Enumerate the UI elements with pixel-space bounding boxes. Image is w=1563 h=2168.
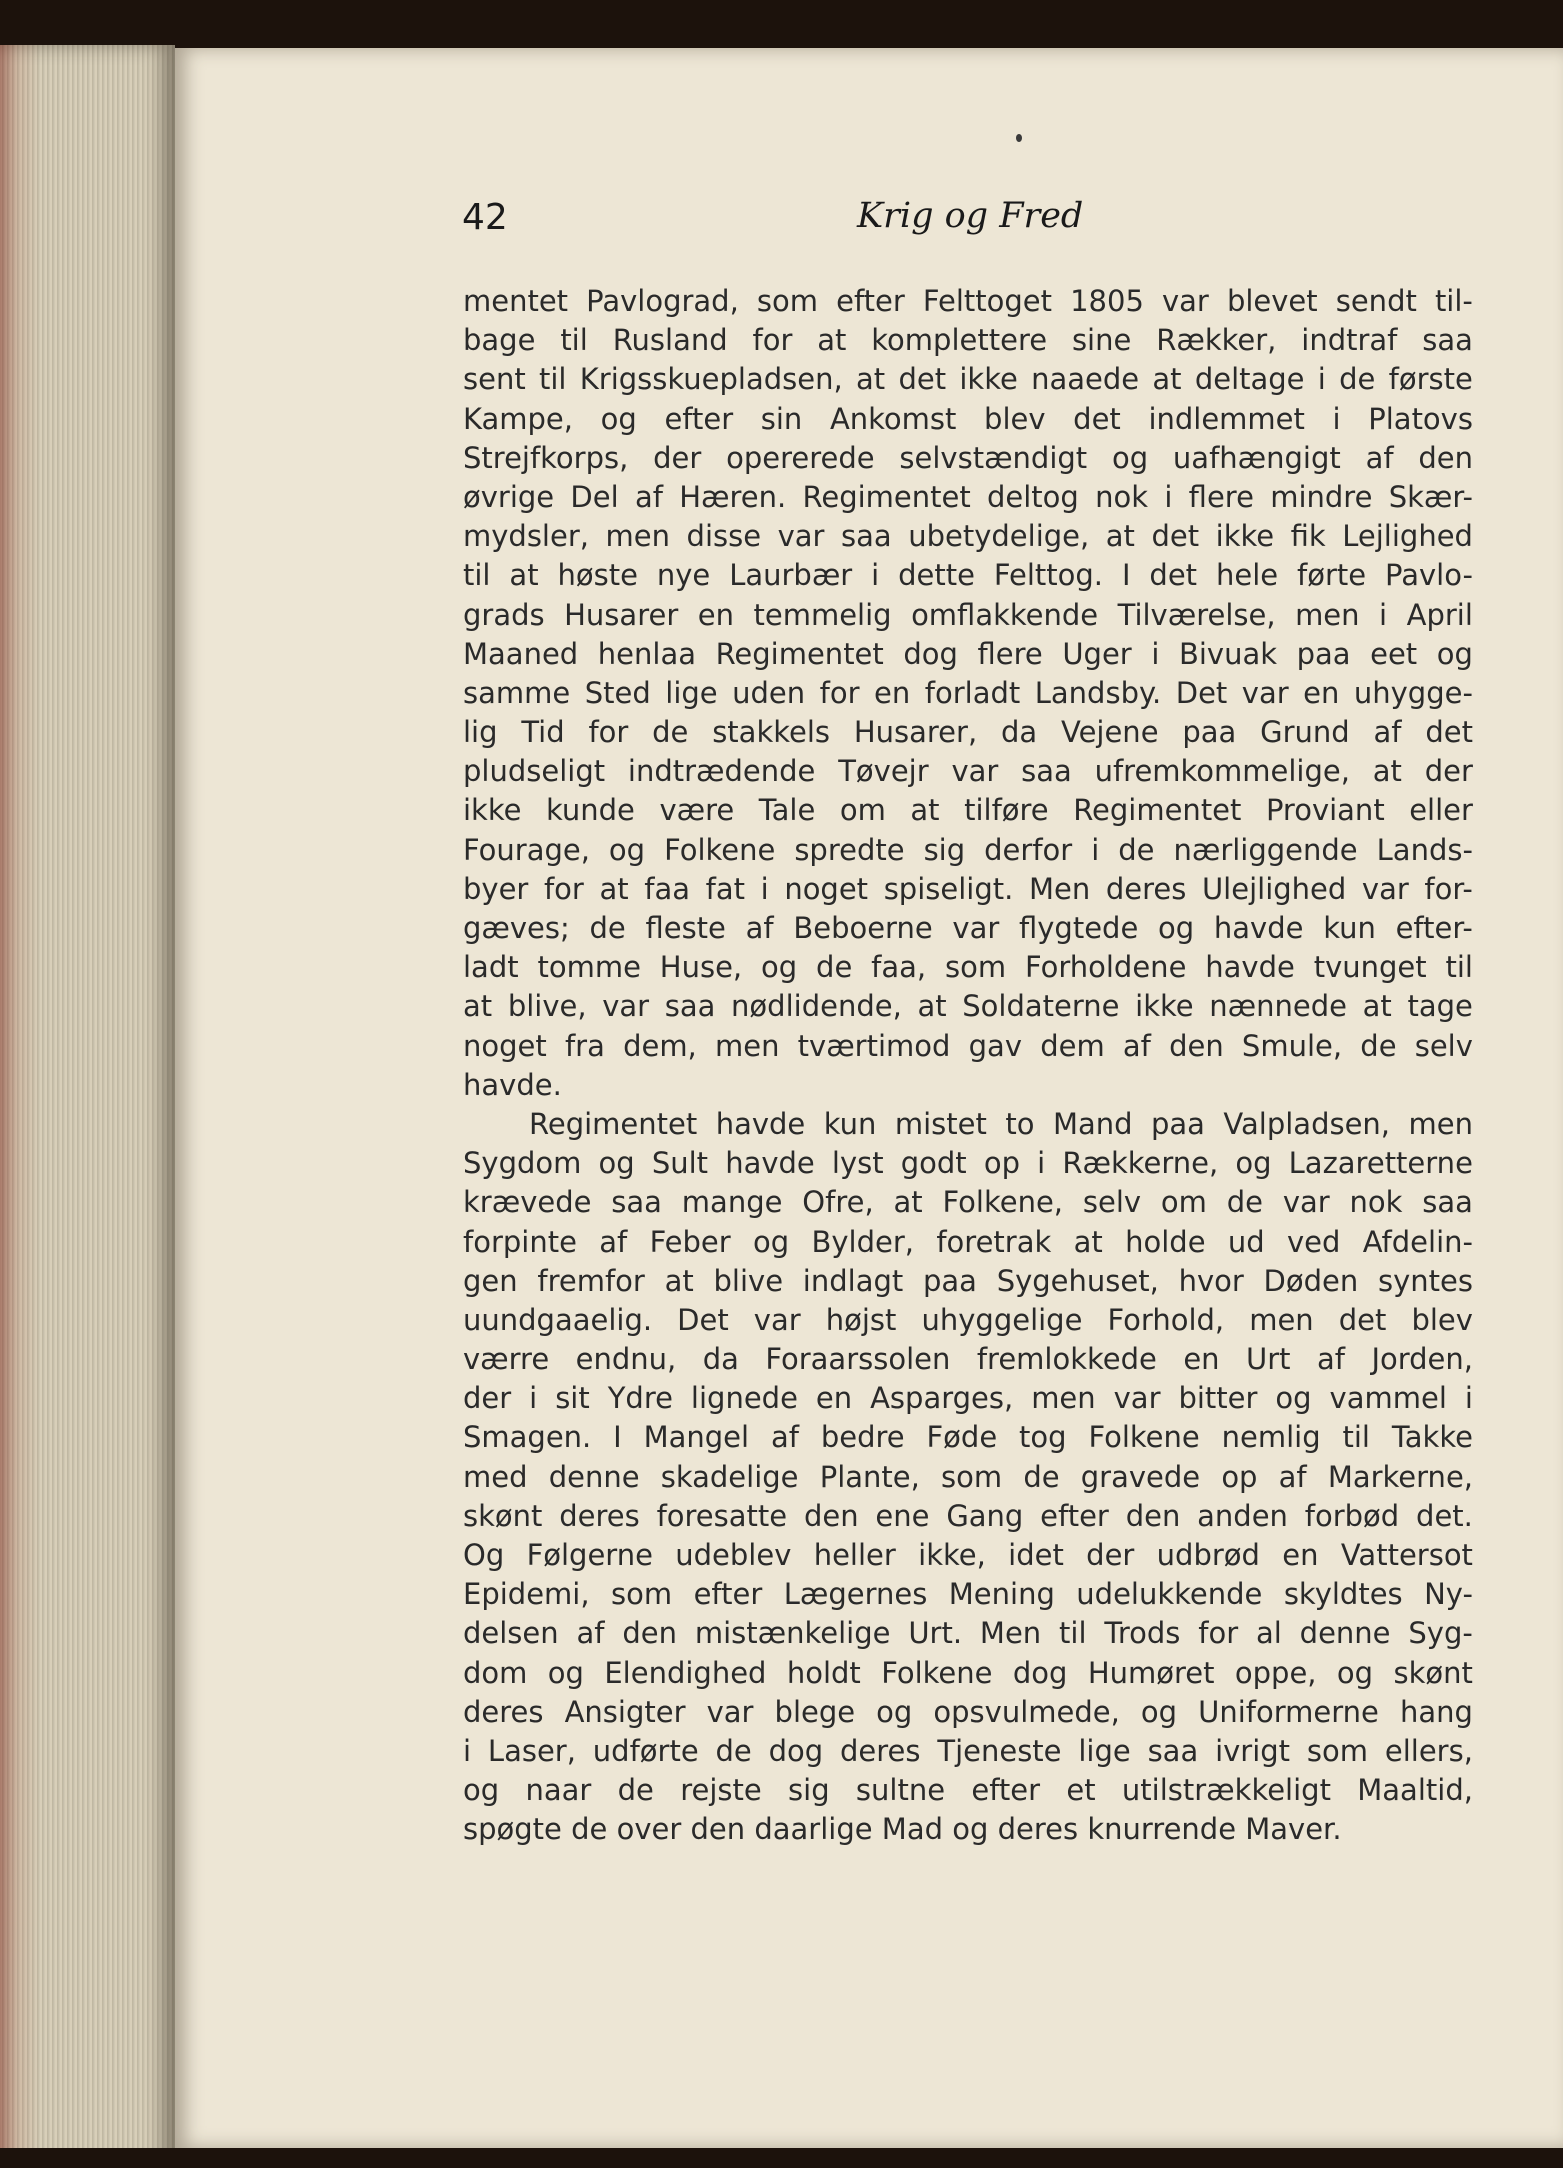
text-line: Og Følgerne udeblev heller ikke, idet der udbrød en Vattersot — [463, 1538, 1473, 1572]
text-line: noget fra dem, men tværtimod gav dem af den Smule, de selv — [463, 1028, 1473, 1063]
text-line: i Laser, udførte de dog deres Tjeneste lige saa ivrigt som ellers, — [463, 1733, 1473, 1768]
text-line: delsen af den mistænkelige Urt. Men til Trods for al denne Syg- — [463, 1616, 1473, 1651]
text-line: forpinte af Feber og Bylder, foretrak at holde ud ved Afdelin- — [463, 1224, 1473, 1259]
text-line: Maaned henlaa Regimentet dog flere Uger i Bivuak paa eet og — [463, 636, 1473, 671]
text-line: dom og Elendighed holdt Folkene dog Humøret oppe, og skønt — [463, 1655, 1473, 1690]
text-line: Sygdom og Sult havde lyst godt op i Rækkerne, og Lazaretterne — [463, 1146, 1473, 1181]
text-line: uundgaaelig. Det var højst uhyggelige Forhold, men det blev — [463, 1302, 1473, 1337]
text-line: bage til Rusland for at komplettere sine Rækker, indtraf saa — [463, 323, 1473, 358]
text-line: at blive, var saa nødlidende, at Soldaterne ikke nænnede at tage — [463, 989, 1473, 1024]
page-header — [462, 190, 1082, 250]
text-line: ikke kunde være Tale om at tilføre Regimentet Proviant eller — [463, 793, 1473, 828]
scan-bottom-border — [0, 2148, 1563, 2168]
text-line: spøgte de over den daarlige Mad og deres knurrende Maver. — [463, 1812, 1342, 1847]
text-line: samme Sted lige uden for en forladt Landsby. Det var en uhygge- — [463, 675, 1473, 710]
text-line: Kampe, og efter sin Ankomst blev det indlemmet i Platovs — [463, 401, 1473, 436]
text-line: pludseligt indtrædende Tøvejr var saa ufremkommelige, at der — [463, 754, 1473, 789]
text-line: Fourage, og Folkene spredte sig derfor i de nærliggende Lands- — [463, 832, 1473, 867]
scan-top-border — [0, 0, 1563, 50]
text-line: Regimentet havde kun mistet to Mand paa Valpladsen, men — [529, 1106, 1473, 1141]
paragraph — [463, 282, 1473, 1105]
text-line: til at høste nye Laurbær i dette Felttog. I det hele førte Pavlo- — [463, 558, 1473, 593]
running-title: Krig og Fred — [857, 196, 1084, 236]
text-line: øvrige Del af Hæren. Regimentet deltog nok i flere mindre Skær- — [463, 479, 1473, 514]
text-line: og naar de rejste sig sultne efter et utilstrækkeligt Maaltid, — [463, 1773, 1473, 1808]
text-line: mentet Pavlograd, som efter Felttoget 1805 var blevet sendt til- — [463, 284, 1473, 318]
text-line: ladt tomme Huse, og de faa, som Forholdene havde tvunget til — [463, 950, 1473, 985]
text-line: deres Ansigter var blege og opsvulmede, og Uniformerne hang — [463, 1694, 1473, 1729]
paragraph — [463, 1105, 1473, 1850]
text-line: Strejfkorps, der opererede selvstændigt og uafhængigt af den — [463, 440, 1473, 475]
text-line: grads Husarer en temmelig omflakkende Tilværelse, men i April — [463, 597, 1473, 632]
text-line: værre endnu, da Foraarssolen fremlokkede en Urt af Jorden, — [463, 1342, 1473, 1377]
text-line: mydsler, men disse var saa ubetydelige, at det ikke fik Lejlighed — [463, 519, 1473, 554]
text-line: havde. — [463, 1067, 562, 1102]
text-line: krævede saa mange Ofre, at Folkene, selv om de var nok saa — [463, 1185, 1473, 1220]
ink-speck — [1016, 134, 1022, 142]
book-page-edges — [0, 45, 175, 2168]
text-line: gæves; de fleste af Beboerne var flygtede og havde kun efter- — [463, 911, 1473, 945]
page-number: 42 — [462, 197, 508, 238]
text-line: der i sit Ydre lignede en Asparges, men var bitter og vammel i — [463, 1381, 1473, 1416]
text-line: byer for at faa fat i noget spiseligt. Men deres Ulejlighed var for- — [463, 871, 1473, 906]
body-text — [463, 282, 1473, 1850]
text-line: Epidemi, som efter Lægernes Mening udelukkende skyldtes Ny- — [463, 1577, 1473, 1612]
text-line: skønt deres foresatte den ene Gang efter den anden forbød det. — [463, 1498, 1473, 1533]
text-line: med denne skadelige Plante, som de gravede op af Markerne, — [463, 1459, 1473, 1494]
text-line: sent til Krigsskuepladsen, at det ikke naaede at deltage i de første — [463, 362, 1473, 397]
text-line: gen fremfor at blive indlagt paa Sygehuset, hvor Døden syntes — [463, 1263, 1473, 1298]
text-line: Smagen. I Mangel af bedre Føde tog Folkene nemlig til Takke — [463, 1420, 1473, 1455]
text-line: lig Tid for de stakkels Husarer, da Vejene paa Grund af det — [463, 715, 1473, 750]
